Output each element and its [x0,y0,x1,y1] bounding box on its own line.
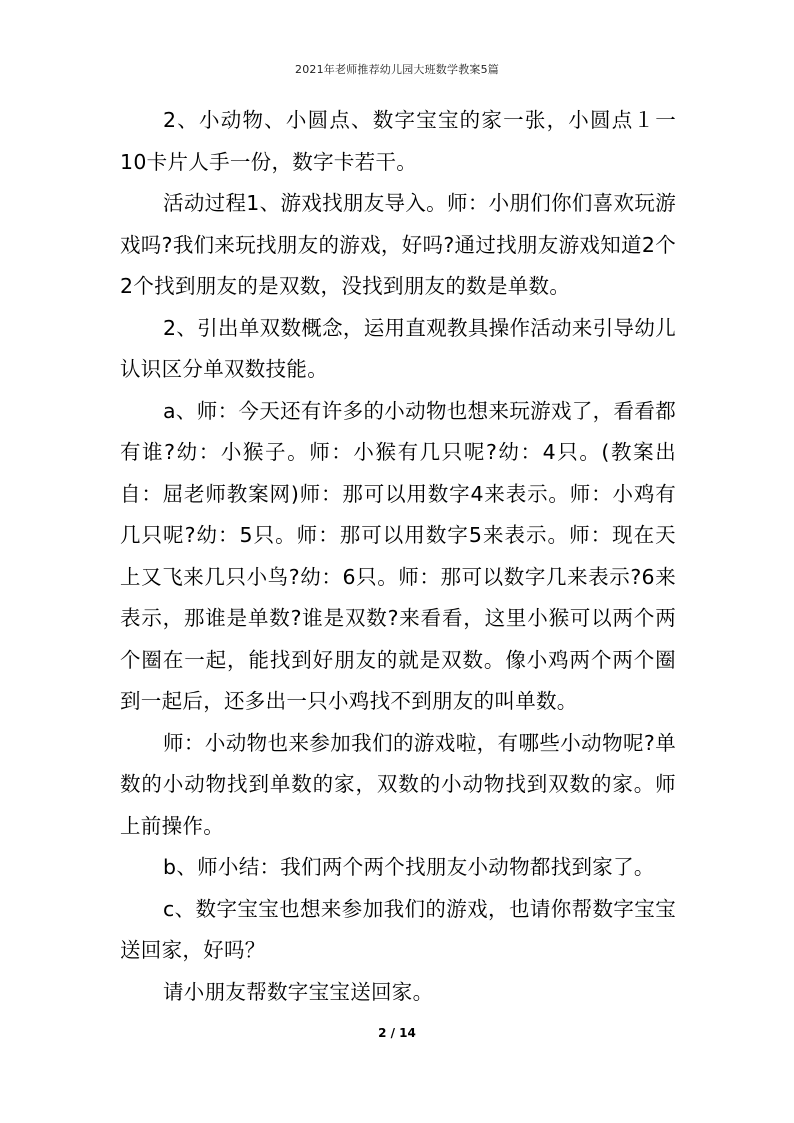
page-header: 2021年老师推荐幼儿园大班数学教案5篇 [295,63,499,76]
paragraph-animals: a、师：今天还有许多的小动物也想来玩游戏了，看看都有谁?幼：小猴子。师：小猴有几只呢?幼：4只。(教案出自：屈老师教案网)师：那可以用数字4来表示。师：小鸡有几只呢?幼：5只。师：那可以用数字5来表示。师：现在天上又飞来几只小鸟?幼：6只。师：那可以数字几来表示?6来表示，那谁是单数?谁是双数?来看看，这里小猴可以两个两个圈在一起，能找到好朋友的就是双数。像小鸡两个两个圈到一起后，还多出一只小鸡找不到朋友的叫单数。 [120,398,676,713]
paragraph-animal-homes: 师：小动物也来参加我们的游戏啦，有哪些小动物呢?单数的小动物找到单数的家，双数的小动物找到双数的家。师上前操作。 [120,730,676,838]
paragraph-concept: 2、引出单双数概念，运用直观教具操作活动来引导幼儿认识区分单双数技能。 [120,315,676,381]
paragraph-summary: b、师小结：我们两个两个找朋友小动物都找到家了。 [163,855,655,879]
page-number: 2 / 14 [378,1026,416,1040]
paragraph-number-babies: c、数字宝宝也想来参加我们的游戏，也请你帮数字宝宝送回家，好吗？ [120,896,676,962]
paragraph-send-home: 请小朋友帮数字宝宝送回家。 [163,979,434,1004]
document-body [120,100,676,1013]
paragraph-materials: 2、小动物、小圆点、数字宝宝的家一张，小圆点１一10卡片人手一份，数字卡若干。 [120,108,676,174]
paragraph-activity-intro: 活动过程1、游戏找朋友导入。师：小朋们你们喜欢玩游戏吗?我们来玩找朋友的游戏，好吗?通过找朋友游戏知道2个2个找到朋友的是双数，没找到朋友的数是单数。 [120,191,676,298]
